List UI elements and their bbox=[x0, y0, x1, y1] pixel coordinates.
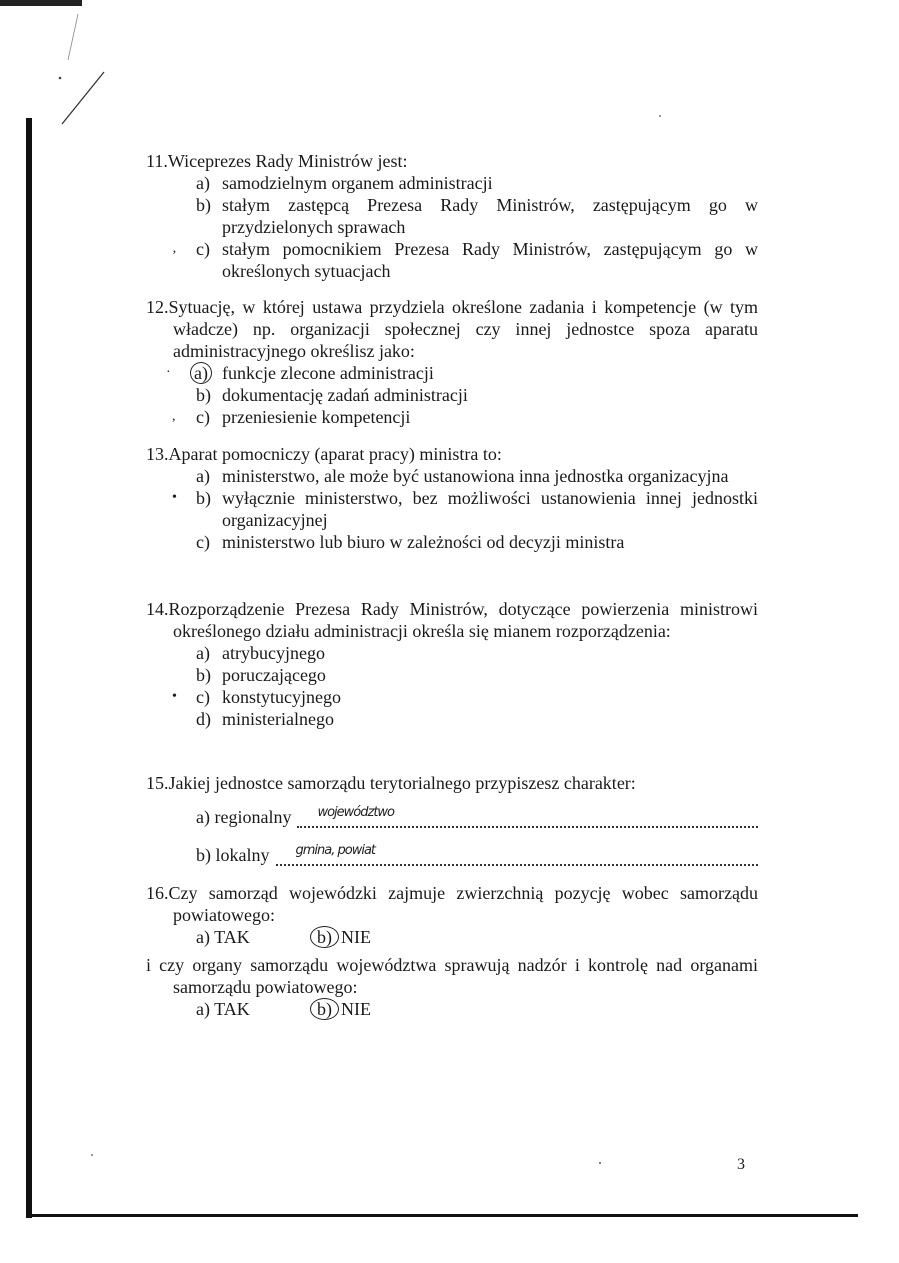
answer-no-text: NIE bbox=[341, 927, 371, 947]
fill-in-row[interactable] bbox=[196, 844, 758, 866]
handwritten-answer: gmina, powiat bbox=[295, 843, 376, 858]
question-stem: 14.Rozporządzenie Prezesa Rady Ministrów, dotyczące powierzenia ministrowi określonego działu administracji określa się mianem rozporządzenia: bbox=[146, 599, 758, 641]
option-letter: c) bbox=[196, 687, 210, 707]
option-letter-wrap bbox=[172, 487, 222, 531]
option-letter: a) bbox=[196, 466, 210, 486]
option-letter: b) bbox=[196, 385, 211, 405]
answer-yes[interactable]: a) TAK bbox=[196, 999, 250, 1019]
option-letter: a) bbox=[196, 643, 210, 663]
option-letter-wrap bbox=[172, 238, 222, 282]
option-letter: c) bbox=[196, 532, 210, 552]
option-letter: c) bbox=[196, 239, 210, 259]
answer-option[interactable] bbox=[196, 465, 758, 487]
option-text: stałym zastępcą Prezesa Rady Ministrów, zastępującym go w przydzielonych sprawach bbox=[222, 195, 758, 237]
answer-option[interactable] bbox=[196, 642, 758, 664]
answer-option[interactable] bbox=[172, 406, 758, 428]
question-stem: 15.Jakiej jednostce samorządu terytorialnego przypiszesz charakter: bbox=[146, 773, 636, 793]
answer-option[interactable] bbox=[196, 172, 758, 194]
question-13 bbox=[146, 443, 758, 553]
option-text: dokumentację zadań administracji bbox=[222, 385, 468, 405]
question-stem-continued: i czy organy samorządu województwa sprawują nadzór i kontrolę nad organami samorządu powiatowego: bbox=[146, 955, 758, 997]
option-letter: d) bbox=[196, 709, 211, 729]
answer-line[interactable] bbox=[297, 805, 758, 828]
answer-yes[interactable]: a) TAK bbox=[196, 927, 250, 947]
option-text: funkcje zlecone administracji bbox=[222, 363, 434, 383]
option-letter: a) bbox=[190, 362, 212, 384]
option-letter: a) bbox=[196, 173, 210, 193]
question-14 bbox=[146, 598, 758, 730]
answer-option[interactable] bbox=[172, 487, 758, 531]
option-text: ministerstwo, ale może być ustanowiona inna jednostka organizacyjna bbox=[222, 466, 729, 486]
pencil-tick-mark: • bbox=[172, 490, 177, 505]
question-stem: 12.Sytuację, w której ustawa przydziela określone zadania i kompetencje (w tym władcze) np. organizacji społecznej czy innej jednostce spoza aparatu administracyjnego określisz jako: bbox=[146, 297, 758, 361]
answer-no-circled-letter[interactable]: b) bbox=[310, 998, 339, 1020]
pencil-tick-mark: ‚ bbox=[172, 241, 177, 256]
answer-option[interactable] bbox=[172, 238, 758, 282]
answer-option[interactable] bbox=[196, 384, 758, 406]
option-text: wyłącznie ministerstwo, bez możliwości ustanowienia innej jednostki organizacyjnej bbox=[222, 488, 758, 530]
option-letter: b) bbox=[196, 665, 211, 685]
question-12 bbox=[146, 296, 758, 428]
option-text: ministerialnego bbox=[222, 709, 334, 729]
question-stem: 16.Czy samorząd wojewódzki zajmuje zwierzchnią pozycję wobec samorządu powiatowego: bbox=[146, 883, 758, 925]
question-16 bbox=[146, 882, 758, 1020]
option-letter: b) bbox=[196, 195, 211, 215]
page-number: 3 bbox=[737, 1156, 745, 1173]
fill-label: b) lokalny bbox=[196, 845, 270, 865]
option-letter-wrap bbox=[172, 686, 222, 708]
question-stem: 13.Aparat pomocniczy (aparat pracy) ministra to: bbox=[146, 444, 502, 464]
option-text: poruczającego bbox=[222, 665, 326, 685]
answer-option[interactable] bbox=[196, 708, 758, 730]
answer-option[interactable] bbox=[172, 686, 758, 708]
option-text: konstytucyjnego bbox=[222, 687, 341, 707]
fill-in-row[interactable] bbox=[196, 806, 758, 828]
handwritten-answer: województwo bbox=[317, 805, 395, 820]
pencil-tick-mark: · bbox=[166, 365, 171, 380]
answer-no-text: NIE bbox=[341, 999, 371, 1019]
option-text: ministerstwo lub biuro w zależności od decyzji ministra bbox=[222, 532, 625, 552]
answer-line[interactable] bbox=[276, 843, 759, 866]
option-letter-wrap bbox=[166, 362, 222, 384]
option-text: przeniesienie kompetencji bbox=[222, 407, 411, 427]
option-letter: b) bbox=[196, 488, 211, 508]
option-letter: c) bbox=[196, 407, 210, 427]
option-letter-wrap bbox=[172, 406, 222, 428]
pencil-tick-mark: , bbox=[172, 409, 176, 424]
yes-no-answer[interactable] bbox=[196, 998, 758, 1020]
fill-label: a) regionalny bbox=[196, 807, 292, 827]
answer-no-circled-letter[interactable]: b) bbox=[310, 926, 339, 948]
question-11 bbox=[146, 150, 758, 282]
answer-option[interactable] bbox=[196, 194, 758, 238]
yes-no-answer[interactable] bbox=[196, 926, 758, 948]
question-15 bbox=[146, 772, 758, 876]
answer-option[interactable] bbox=[166, 362, 758, 384]
option-text: atrybucyjnego bbox=[222, 643, 325, 663]
option-text: samodzielnym organem administracji bbox=[222, 173, 493, 193]
answer-option[interactable] bbox=[196, 531, 758, 553]
question-stem: 11.Wiceprezes Rady Ministrów jest: bbox=[146, 151, 408, 171]
pencil-tick-mark: • bbox=[172, 689, 177, 704]
answer-option[interactable] bbox=[196, 664, 758, 686]
option-text: stałym pomocnikiem Prezesa Rady Ministrów, zastępującym go w określonych sytuacjach bbox=[222, 239, 758, 281]
